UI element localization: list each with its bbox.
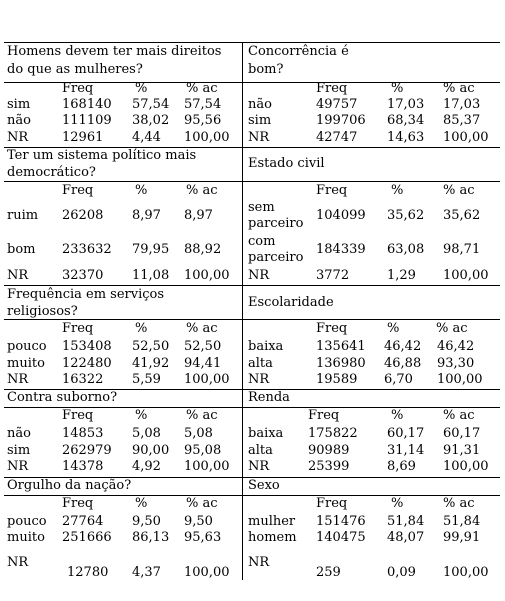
row-label: ruim bbox=[7, 208, 39, 223]
section-title: Homens devem ter mais direitos bbox=[7, 44, 222, 59]
row-label: NR bbox=[248, 372, 270, 387]
pct-ac-cell: 35,62 bbox=[443, 208, 481, 223]
pct-ac-cell: 91,31 bbox=[443, 443, 481, 458]
freq-cell: 135641 bbox=[316, 339, 366, 354]
pct-cell: 9,50 bbox=[132, 514, 161, 529]
freq-cell: 14378 bbox=[62, 459, 104, 474]
row-label: com parceiro bbox=[248, 234, 304, 265]
freq-cell: 3772 bbox=[316, 268, 350, 283]
pct-ac-header: % ac bbox=[443, 496, 475, 511]
freq-cell: 151476 bbox=[316, 514, 366, 529]
pct-cell: 63,08 bbox=[387, 242, 425, 257]
pct-cell: 46,88 bbox=[384, 356, 422, 371]
pct-cell: 4,37 bbox=[132, 565, 161, 580]
freq-cell: 136980 bbox=[316, 356, 366, 371]
freq-cell: 175822 bbox=[308, 426, 358, 441]
section-title: Contra suborno? bbox=[7, 390, 118, 405]
pct-cell: 79,95 bbox=[132, 242, 170, 257]
section-title: do que as mulheres? bbox=[7, 62, 143, 77]
row-label: bom bbox=[7, 242, 36, 257]
freq-header: Freq bbox=[316, 496, 348, 511]
section-title: Estado civil bbox=[248, 156, 325, 171]
pct-cell: 60,17 bbox=[387, 426, 425, 441]
pct-ac-cell: 100,00 bbox=[443, 268, 489, 283]
freq-header: Freq bbox=[62, 496, 94, 511]
freq-header: Freq bbox=[62, 183, 94, 198]
freq-header: Freq bbox=[316, 321, 348, 336]
pct-header: % bbox=[135, 321, 148, 336]
pct-ac-cell: 17,03 bbox=[443, 97, 481, 112]
pct-header: % bbox=[135, 408, 148, 423]
pct-ac-header: % ac bbox=[186, 496, 218, 511]
pct-cell: 6,70 bbox=[384, 372, 413, 387]
pct-cell: 68,34 bbox=[387, 113, 425, 128]
pct-cell: 38,02 bbox=[132, 113, 170, 128]
pct-ac-header: % ac bbox=[443, 183, 475, 198]
table-top-border bbox=[4, 42, 500, 43]
pct-header: % bbox=[135, 183, 148, 198]
section-title: democrático? bbox=[7, 165, 96, 180]
row-label: não bbox=[248, 97, 272, 112]
row-label: não bbox=[7, 113, 31, 128]
section-title: Renda bbox=[248, 390, 290, 405]
pct-ac-header: % ac bbox=[186, 81, 218, 96]
pct-ac-cell: 52,50 bbox=[184, 339, 222, 354]
freq-header: Freq bbox=[62, 81, 94, 96]
right-header-line-2 bbox=[243, 181, 500, 182]
left-header-line-2 bbox=[4, 181, 243, 182]
pct-cell: 14,63 bbox=[387, 130, 425, 145]
row-label: mulher bbox=[248, 514, 296, 529]
pct-cell: 51,84 bbox=[387, 514, 425, 529]
row-label: baixa bbox=[248, 426, 284, 441]
section-title: Orgulho da nação? bbox=[7, 478, 132, 493]
pct-ac-cell: 9,50 bbox=[184, 514, 213, 529]
row-label: homem bbox=[248, 530, 297, 545]
pct-ac-cell: 100,00 bbox=[184, 130, 230, 145]
pct-ac-cell: 60,17 bbox=[443, 426, 481, 441]
section-title: Sexo bbox=[248, 478, 280, 493]
freq-header: Freq bbox=[316, 183, 348, 198]
freq-cell: 233632 bbox=[62, 242, 112, 257]
section-title: Ter um sistema político mais bbox=[7, 148, 197, 163]
pct-cell: 11,08 bbox=[132, 268, 170, 283]
pct-ac-cell: 100,00 bbox=[184, 268, 230, 283]
freq-header: Freq bbox=[62, 408, 94, 423]
pct-cell: 52,50 bbox=[132, 339, 170, 354]
freq-cell: 140475 bbox=[316, 530, 366, 545]
freq-cell: 184339 bbox=[316, 242, 366, 257]
pct-ac-cell: 100,00 bbox=[184, 459, 230, 474]
freq-header: Freq bbox=[308, 408, 340, 423]
row-label: baixa bbox=[248, 339, 284, 354]
freq-cell: 153408 bbox=[62, 339, 112, 354]
row-label: NR bbox=[7, 555, 29, 570]
pct-ac-cell: 46,42 bbox=[437, 339, 475, 354]
pct-cell: 48,07 bbox=[387, 530, 425, 545]
pct-ac-cell: 94,41 bbox=[184, 356, 222, 371]
row-label: sem parceiro bbox=[248, 200, 304, 231]
section-title: Concorrência é bbox=[248, 44, 349, 59]
freq-cell: 90989 bbox=[308, 443, 350, 458]
freq-cell: 199706 bbox=[316, 113, 366, 128]
freq-cell: 26208 bbox=[62, 208, 104, 223]
pct-header: % bbox=[391, 183, 404, 198]
freq-cell: 111109 bbox=[62, 113, 112, 128]
row-label: sim bbox=[7, 443, 31, 458]
pct-ac-header: % ac bbox=[186, 321, 218, 336]
freq-cell: 122480 bbox=[62, 356, 112, 371]
pct-ac-cell: 100,00 bbox=[443, 130, 489, 145]
freq-cell: 49757 bbox=[316, 97, 358, 112]
pct-ac-cell: 51,84 bbox=[443, 514, 481, 529]
pct-cell: 90,00 bbox=[132, 443, 170, 458]
freq-cell: 25399 bbox=[308, 459, 350, 474]
pct-ac-cell: 100,00 bbox=[184, 565, 230, 580]
row-label: muito bbox=[7, 356, 45, 371]
pct-ac-header: % ac bbox=[186, 408, 218, 423]
freq-cell: 16322 bbox=[62, 372, 104, 387]
pct-cell: 86,13 bbox=[132, 530, 170, 545]
freq-cell: 104099 bbox=[316, 208, 366, 223]
freq-header: Freq bbox=[316, 81, 348, 96]
row-label: NR bbox=[248, 130, 270, 145]
pct-ac-header: % ac bbox=[443, 408, 475, 423]
pct-cell: 4,44 bbox=[132, 130, 161, 145]
pct-header: % bbox=[135, 496, 148, 511]
row-label: NR bbox=[7, 268, 29, 283]
pct-cell: 1,29 bbox=[387, 268, 416, 283]
row-label: sim bbox=[7, 97, 31, 112]
pct-header: % bbox=[135, 81, 148, 96]
column-divider bbox=[242, 42, 243, 580]
freq-cell: 27764 bbox=[62, 514, 104, 529]
freq-cell: 251666 bbox=[62, 530, 112, 545]
row-label: NR bbox=[7, 130, 29, 145]
row-label: alta bbox=[248, 356, 273, 371]
pct-ac-cell: 100,00 bbox=[443, 459, 489, 474]
section-title: bom? bbox=[248, 62, 284, 77]
pct-ac-header: % ac bbox=[443, 81, 475, 96]
pct-cell: 17,03 bbox=[387, 97, 425, 112]
row-label: sim bbox=[248, 113, 272, 128]
pct-ac-cell: 100,00 bbox=[184, 372, 230, 387]
row-label: NR bbox=[248, 555, 270, 570]
row-label: alta bbox=[248, 443, 273, 458]
pct-cell: 5,59 bbox=[132, 372, 161, 387]
pct-ac-cell: 99,91 bbox=[443, 530, 481, 545]
freq-cell: 42747 bbox=[316, 130, 358, 145]
pct-header: % bbox=[387, 321, 400, 336]
pct-cell: 41,92 bbox=[132, 356, 170, 371]
pct-header: % bbox=[391, 408, 404, 423]
pct-ac-cell: 95,63 bbox=[184, 530, 222, 545]
freq-cell: 12961 bbox=[62, 130, 104, 145]
pct-cell: 8,97 bbox=[132, 208, 161, 223]
pct-ac-cell: 8,97 bbox=[184, 208, 213, 223]
row-label: pouco bbox=[7, 339, 47, 354]
pct-cell: 31,14 bbox=[387, 443, 425, 458]
row-label: muito bbox=[7, 530, 45, 545]
pct-cell: 46,42 bbox=[384, 339, 422, 354]
pct-ac-cell: 93,30 bbox=[437, 356, 475, 371]
pct-ac-cell: 98,71 bbox=[443, 242, 481, 257]
pct-ac-cell: 100,00 bbox=[437, 372, 483, 387]
pct-ac-cell: 85,37 bbox=[443, 113, 481, 128]
pct-header: % bbox=[391, 496, 404, 511]
pct-ac-header: % ac bbox=[186, 183, 218, 198]
row-label: pouco bbox=[7, 514, 47, 529]
pct-cell: 5,08 bbox=[132, 426, 161, 441]
pct-header: % bbox=[391, 81, 404, 96]
section-title: religiosos? bbox=[7, 304, 78, 319]
pct-ac-cell: 95,08 bbox=[184, 443, 222, 458]
row-label: NR bbox=[7, 459, 29, 474]
section-line-3 bbox=[4, 285, 500, 286]
freq-cell: 168140 bbox=[62, 97, 112, 112]
pct-ac-cell: 5,08 bbox=[184, 426, 213, 441]
row-label: NR bbox=[248, 459, 270, 474]
pct-ac-cell: 88,92 bbox=[184, 242, 222, 257]
section-title: Frequência em serviços bbox=[7, 287, 165, 302]
row-label: NR bbox=[7, 372, 29, 387]
pct-ac-cell: 95,56 bbox=[184, 113, 222, 128]
pct-cell: 8,69 bbox=[387, 459, 416, 474]
pct-ac-cell: 100,00 bbox=[443, 565, 489, 580]
freq-cell: 262979 bbox=[62, 443, 112, 458]
section-title: Escolaridade bbox=[248, 295, 334, 310]
freq-cell: 14853 bbox=[62, 426, 104, 441]
pct-ac-cell: 57,54 bbox=[184, 97, 222, 112]
row-label: NR bbox=[248, 268, 270, 283]
pct-cell: 4,92 bbox=[132, 459, 161, 474]
row-label: não bbox=[7, 426, 31, 441]
freq-cell: 12780 bbox=[67, 565, 109, 580]
freq-header: Freq bbox=[62, 321, 94, 336]
right-header-line-3 bbox=[243, 319, 500, 320]
freq-cell: 259 bbox=[316, 565, 341, 580]
pct-ac-header: % ac bbox=[436, 321, 468, 336]
pct-cell: 57,54 bbox=[132, 97, 170, 112]
pct-cell: 0,09 bbox=[387, 565, 416, 580]
freq-cell: 19589 bbox=[316, 372, 358, 387]
pct-cell: 35,62 bbox=[387, 208, 425, 223]
freq-cell: 32370 bbox=[62, 268, 104, 283]
